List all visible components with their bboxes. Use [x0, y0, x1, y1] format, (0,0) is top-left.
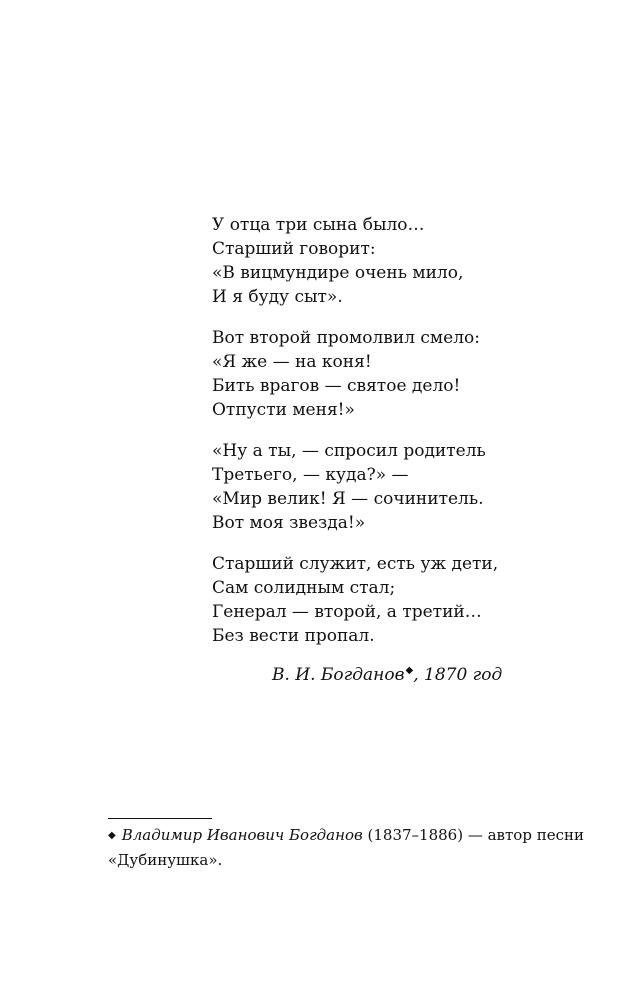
poem — [212, 213, 612, 665]
stanza-1 — [212, 213, 612, 309]
footnote-mark: ◆ — [108, 830, 116, 841]
poem-line: Вот моя звезда!» — [212, 513, 366, 533]
footnote-line-1 — [108, 823, 584, 848]
poem-line: И я буду сыт». — [212, 287, 343, 307]
poem-line: «В вицмундире очень мило, — [212, 263, 464, 283]
poem-line: Старший говорит: — [212, 239, 376, 259]
footnote-line-2: «Дубинушка». — [108, 851, 223, 869]
signature-author: В. И. Богданов — [272, 665, 405, 685]
poem-line: Без вести пропал. — [212, 626, 375, 646]
signature-date: , 1870 год — [413, 665, 503, 685]
poem-line: «Ну а ты, — спросил родитель — [212, 441, 486, 461]
poem-line: Третьего, — куда?» — — [212, 465, 409, 485]
footnote — [108, 823, 584, 872]
stanza-4 — [212, 552, 612, 648]
poem-line: Отпусти меня!» — [212, 400, 355, 420]
poem-line: Старший служит, есть уж дети, — [212, 554, 499, 574]
poem-line: Вот второй промолвил смело: — [212, 328, 480, 348]
poem-line: Генерал — второй, а третий… — [212, 602, 482, 622]
poem-signature — [272, 659, 502, 687]
footnote-divider — [108, 818, 212, 819]
poem-line: Сам солидным стал; — [212, 578, 396, 598]
poem-line: «Мир велик! Я — сочинитель. — [212, 489, 484, 509]
footnote-reference-mark[interactable]: ◆ — [405, 665, 414, 676]
stanza-3 — [212, 439, 612, 535]
footnote-author-name: Владимир Иванович Богданов — [121, 826, 363, 844]
poem-line: У отца три сына было… — [212, 215, 425, 235]
stanza-2 — [212, 326, 612, 422]
footnote-text: (1837–1886) — автор песни — [362, 826, 584, 844]
poem-line: Бить врагов — святое дело! — [212, 376, 461, 396]
poem-line: «Я же — на коня! — [212, 352, 372, 372]
